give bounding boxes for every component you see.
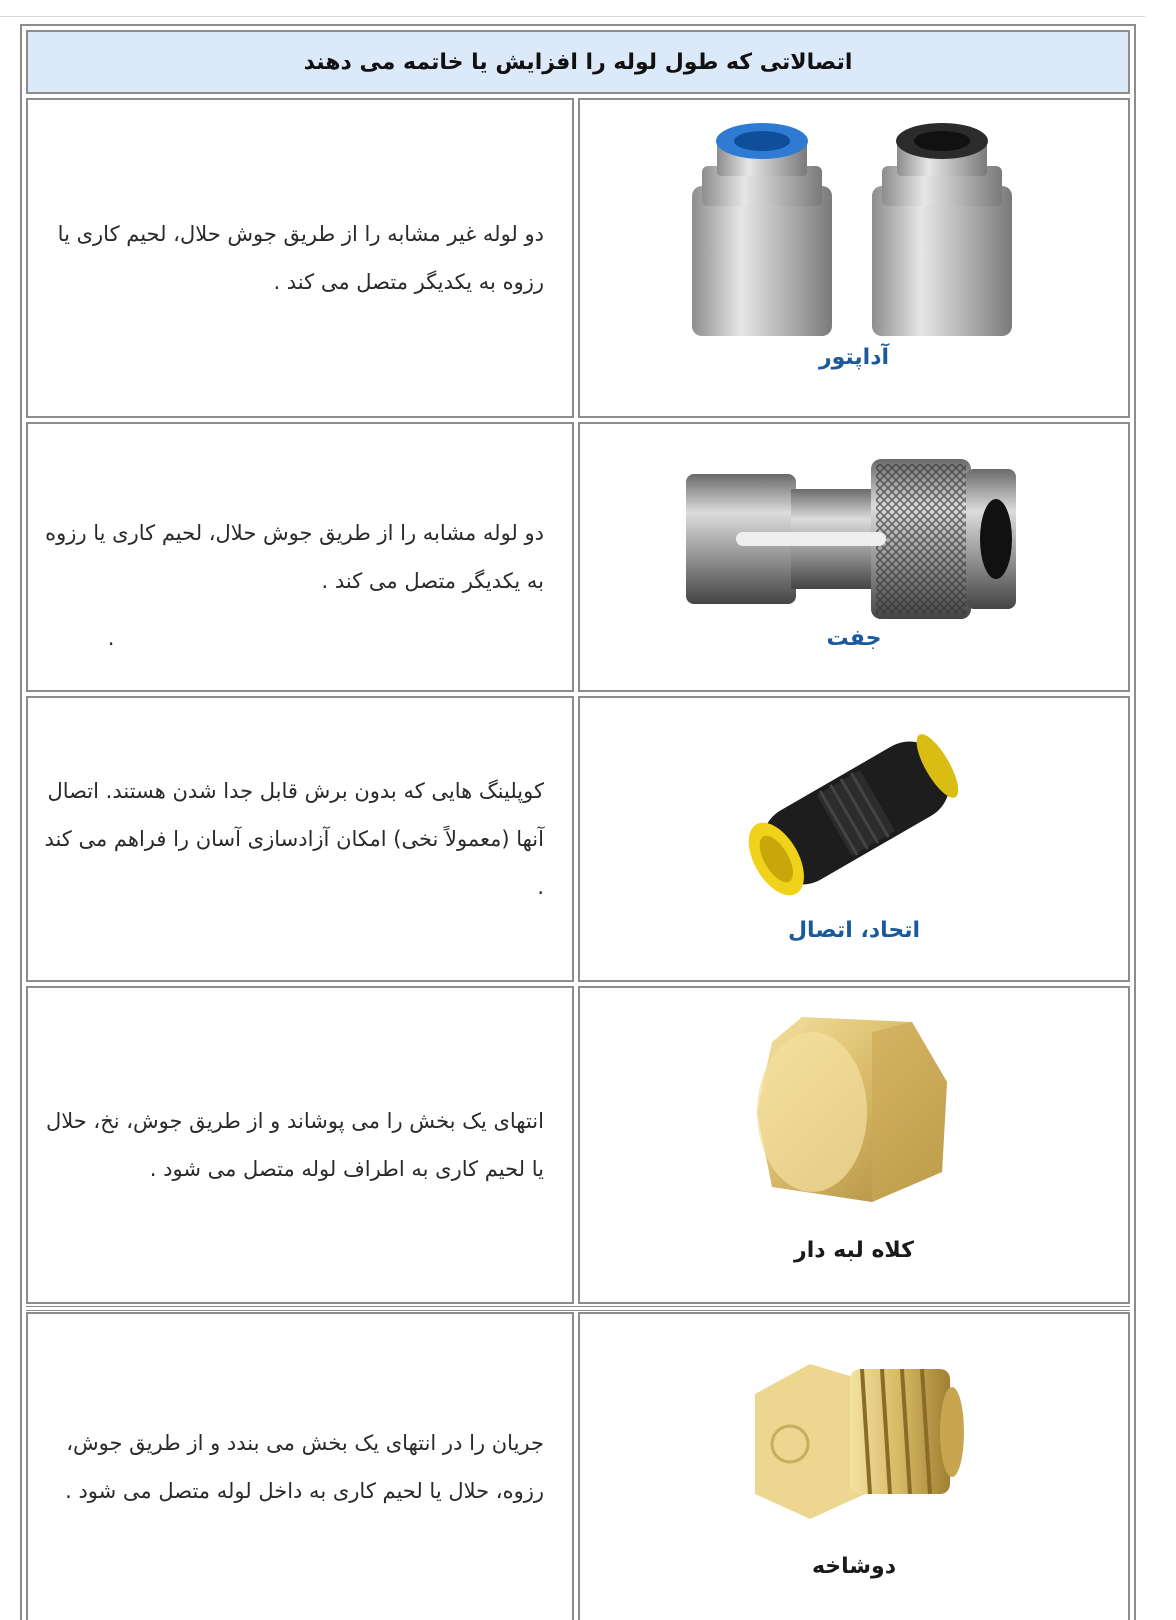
table-row-description xyxy=(26,98,574,418)
fitting-label: کلاه لبه دار xyxy=(794,1238,914,1263)
adapter-fittings-icon xyxy=(682,116,1022,346)
brass-cap-icon xyxy=(742,1002,962,1212)
row-separator xyxy=(26,1306,1130,1311)
table-row-image-cell xyxy=(578,422,1130,692)
brass-plug-icon xyxy=(740,1334,970,1534)
table-row-description xyxy=(26,696,574,982)
table-row-image-cell xyxy=(578,98,1130,418)
description-text: جریان را در انتهای یک بخش می بندد و از طریق جوش، رزوه، حلال یا لحیم کاری به داخل لوله متصل می شود . xyxy=(65,1431,544,1503)
description-text: کوپلینگ هایی که بدون برش قابل جدا شدن هستند. اتصال آنها (معمولاً نخی) امکان آزادسازی آسان را فراهم می کند . xyxy=(44,779,544,899)
fitting-label: آداپتور xyxy=(818,345,890,370)
table-row-image-cell xyxy=(578,986,1130,1304)
union-icon xyxy=(736,718,976,908)
top-divider xyxy=(0,16,1145,17)
fitting-label: جفت xyxy=(826,626,882,651)
table-title: اتصالاتی که طول لوله را افزایش یا خاتمه می دهند xyxy=(303,49,853,75)
fitting-label: اتحاد، اتصال xyxy=(787,918,921,943)
description-text: دو لوله غیر مشابه را از طریق جوش حلال، لحیم کاری یا رزوه به یکدیگر متصل می کند . xyxy=(57,222,544,294)
table-row-description xyxy=(26,422,574,692)
table-header xyxy=(26,30,1130,94)
table-row-image-cell xyxy=(578,1312,1130,1620)
table-row-description xyxy=(26,986,574,1304)
fitting-label: دوشاخه xyxy=(811,1554,897,1579)
table-row-description xyxy=(26,1312,574,1620)
table-row-image-cell xyxy=(578,696,1130,982)
description-text: دو لوله مشابه را از طریق جوش حلال، لحیم کاری یا رزوه به یکدیگر متصل می کند . xyxy=(45,521,544,593)
description-text: انتهای یک بخش را می پوشاند و از طریق جوش، نخ، حلال یا لحیم کاری به اطراف لوله متصل می شود . xyxy=(45,1109,544,1181)
coupling-icon xyxy=(676,444,1026,624)
stray-mark: . xyxy=(108,626,115,650)
